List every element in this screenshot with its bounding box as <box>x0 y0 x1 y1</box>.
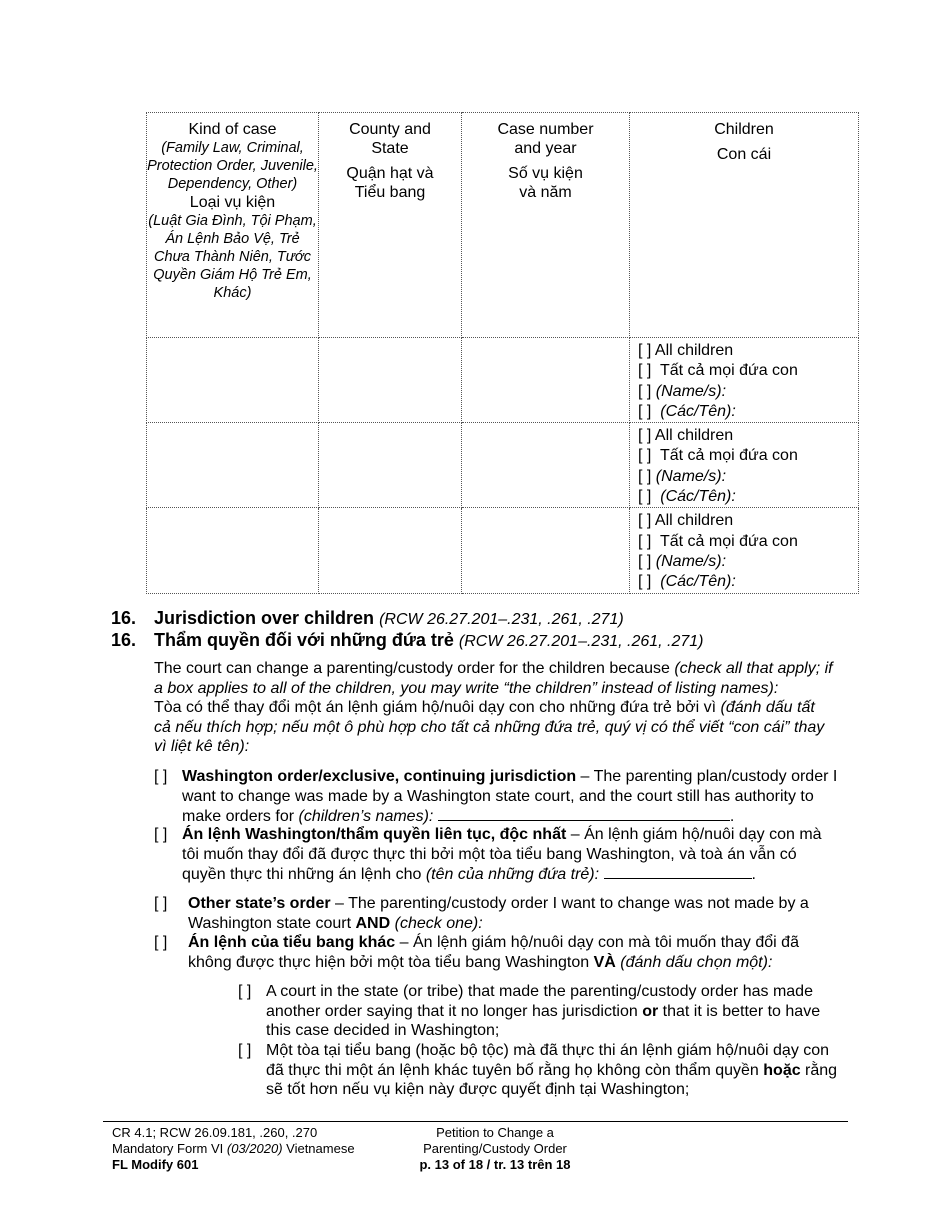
option-text: – The parenting/custody order I want to change was not made by a Washington state court <box>188 895 809 932</box>
option-label: (Name/s): <box>655 552 727 570</box>
form-language: Vietnamese <box>282 1141 355 1156</box>
option-text: – The parenting plan/custody order I want to change was made by a Washington state court, and the court still has authority to make orders for <box>182 768 838 825</box>
kind-of-case-desc-vi: (Luật Gia Đình, Tội Phạm, Án Lệnh Bảo Vệ, Trẻ Chưa Thành Niên, Tước Quyền Giám Hộ Trẻ Em, Khác) <box>148 213 317 301</box>
children-label: Children <box>714 121 774 138</box>
prior-cases-table <box>146 112 859 594</box>
all-children-option-vi[interactable] <box>638 361 858 381</box>
checkbox[interactable]: [ ] <box>638 342 652 359</box>
option-text: A court in the state (or tribe) that made the parenting/custody order has made another order saying that it no longer has jurisdiction <box>266 983 813 1020</box>
intro-text: The court can change a parenting/custody order for the children because <box>154 660 675 677</box>
option-and-vi: VÀ <box>593 953 616 971</box>
footer-form-title-2: Parenting/Custody Order <box>423 1141 567 1156</box>
option-label: All children <box>654 427 734 445</box>
children-cell <box>630 338 859 423</box>
table-header-row <box>147 113 859 338</box>
section-16-title <box>111 607 624 631</box>
county-state-label-vi: Quận hạt và Tiểu bang <box>346 165 434 201</box>
option-text: that it is better to have this case decided in Washington; <box>266 1002 821 1039</box>
intro-instructions: (check all that apply; if a box applies to all of the children, you may write “the children” instead of listing names): <box>154 660 833 697</box>
section-16-title-vi <box>111 629 704 653</box>
intro-instructions-vi: (đánh dấu tất cả nếu thích hợp; nếu một ô phù hợp cho tất cả những đứa trẻ, quý vị có thể viết “con cái” thay vì liệt kê tên): <box>154 699 825 755</box>
checkbox[interactable]: [ ] <box>638 427 652 445</box>
children-cell <box>630 423 859 508</box>
court-declined-checkbox-vi[interactable]: [ ] <box>238 1042 252 1059</box>
section-title-text: Jurisdiction over children <box>154 608 375 628</box>
form-label: Mandatory Form VI <box>112 1141 227 1156</box>
names-option[interactable] <box>638 467 858 487</box>
option-or-vi: hoặc <box>763 1061 801 1079</box>
kind-of-case-cell[interactable] <box>147 423 319 508</box>
county-state-cell[interactable] <box>319 423 462 508</box>
names-option[interactable] <box>638 552 858 572</box>
checkbox[interactable]: [ ] <box>638 402 652 420</box>
all-children-option-vi[interactable] <box>638 532 858 552</box>
checkbox[interactable]: [ ] <box>638 532 652 550</box>
section-number: 16. <box>111 608 137 628</box>
case-number-cell[interactable] <box>462 338 630 423</box>
other-state-option-vi <box>188 933 844 972</box>
option-instruction: (check one): <box>390 914 483 932</box>
option-text-vi: – Án lệnh giám hộ/nuôi dạy con mà tôi muốn thay đổi đã không được thực hiện bởi một tòa tiểu bang Washington <box>188 934 799 971</box>
kind-of-case-label-vi: Loại vụ kiện <box>189 194 276 211</box>
header-kind-of-case <box>147 113 319 338</box>
option-label: Tất cả mọi đứa con <box>659 447 798 465</box>
footer-form-id: FL Modify 601 <box>112 1157 199 1172</box>
table-row <box>147 338 859 423</box>
checkbox[interactable]: [ ] <box>638 552 652 570</box>
footer-form-version <box>112 1141 355 1157</box>
option-text-vi: – Án lệnh giám hộ/nuôi dạy con mà tôi muốn thay đổi đã được thực thi bởi một tòa tiểu bang Washington, và toà án vẫn có quyền thực thi những án lệnh cho <box>182 826 822 883</box>
checkbox[interactable]: [ ] <box>638 382 652 400</box>
footer-page-number: p. 13 of 18 / tr. 13 trên 18 <box>419 1157 571 1172</box>
option-label: All children <box>654 512 734 530</box>
names-option[interactable] <box>638 382 858 402</box>
section-rcw: (RCW 26.27.201–.231, .261, .271) <box>458 633 704 650</box>
option-end: . <box>751 866 756 883</box>
footer-rule-citation: CR 4.1; RCW 26.09.181, .260, .270 <box>112 1125 318 1140</box>
checkbox[interactable]: [ ] <box>638 488 652 506</box>
intro-text-vi: Tòa có thể thay đổi một án lệnh giám hộ/nuôi dạy con cho những đứa trẻ bởi vì <box>154 699 721 716</box>
option-field-label-vi: (tên của những đứa trẻ): <box>425 866 600 883</box>
kind-of-case-cell[interactable] <box>147 338 319 423</box>
all-children-option[interactable] <box>638 511 858 531</box>
option-heading: Other state’s order <box>188 895 331 912</box>
option-label: Tất cả mọi đứa con <box>659 532 798 550</box>
option-label: (Các/Tên): <box>660 488 736 506</box>
children-cell <box>630 508 859 593</box>
checkbox[interactable]: [ ] <box>638 362 652 380</box>
option-label: (Các/Tên): <box>660 573 736 591</box>
names-option-vi[interactable] <box>638 487 858 507</box>
case-number-label: Case number and year <box>497 121 594 157</box>
case-number-label-vi: Số vụ kiện và năm <box>508 165 583 201</box>
footer-divider <box>103 1121 848 1122</box>
option-text-vi: rằng sẽ tốt hơn nếu vụ kiện này được quyết định tại Washington; <box>266 1061 838 1098</box>
all-children-option[interactable] <box>638 341 858 361</box>
section-16-intro-vi <box>154 698 834 757</box>
county-state-cell[interactable] <box>319 338 462 423</box>
footer-left <box>112 1125 355 1173</box>
section-rcw: (RCW 26.27.201–.231, .261, .271) <box>379 611 624 628</box>
option-label: Tất cả mọi đứa con <box>659 362 798 380</box>
kind-of-case-cell[interactable] <box>147 508 319 593</box>
option-label: (Name/s): <box>655 382 727 400</box>
table-row <box>147 423 859 508</box>
option-and: AND <box>355 914 391 932</box>
washington-order-checkbox[interactable]: [ ] <box>154 768 168 785</box>
names-option-vi[interactable] <box>638 402 858 422</box>
section-title-text-vi: Thẩm quyền đối với những đứa trẻ <box>154 630 454 650</box>
children-names-field[interactable] <box>438 806 730 821</box>
section-16-intro <box>154 659 844 698</box>
header-children <box>630 113 859 338</box>
option-end: . <box>729 808 735 825</box>
header-case-number <box>462 113 630 338</box>
form-date: (03/2020) <box>226 1141 283 1156</box>
header-county-state <box>319 113 462 338</box>
court-declined-option-vi <box>266 1041 841 1100</box>
option-label: All children <box>654 342 734 359</box>
children-names-field-vi[interactable] <box>604 864 752 879</box>
option-label: (Name/s): <box>655 467 727 485</box>
checkbox[interactable]: [ ] <box>638 573 652 591</box>
other-state-checkbox[interactable]: [ ] <box>154 895 168 912</box>
all-children-option-vi[interactable] <box>638 446 858 466</box>
washington-order-option <box>182 767 842 827</box>
other-state-checkbox-vi[interactable]: [ ] <box>154 934 168 951</box>
court-declined-checkbox[interactable]: [ ] <box>238 983 252 1000</box>
option-heading-vi: Án lệnh của tiểu bang khác <box>188 934 396 951</box>
checkbox[interactable]: [ ] <box>638 467 652 485</box>
county-state-cell[interactable] <box>319 508 462 593</box>
names-option-vi[interactable] <box>638 572 858 592</box>
table-row <box>147 508 859 593</box>
footer-center <box>412 1125 578 1173</box>
county-state-label: County and State <box>349 121 431 157</box>
other-state-option <box>188 894 844 933</box>
court-declined-option <box>266 982 826 1041</box>
section-number: 16. <box>111 630 137 650</box>
footer-form-title: Petition to Change a <box>436 1125 554 1140</box>
kind-of-case-desc: (Family Law, Criminal, Protection Order, Juvenile, Dependency, Other) <box>147 140 318 192</box>
option-heading-vi: Án lệnh Washington/thẩm quyền liên tục, độc nhất <box>182 826 567 843</box>
checkbox[interactable]: [ ] <box>638 512 652 530</box>
case-number-cell[interactable] <box>462 508 630 593</box>
kind-of-case-label: Kind of case <box>188 121 277 138</box>
washington-order-option-vi <box>182 825 842 885</box>
option-or: or <box>642 1002 659 1020</box>
washington-order-checkbox-vi[interactable]: [ ] <box>154 826 168 843</box>
option-instruction-vi: (đánh dấu chọn một): <box>615 953 773 971</box>
children-label-vi: Con cái <box>716 146 772 163</box>
option-heading: Washington order/exclusive, continuing jurisdiction <box>182 768 577 785</box>
checkbox[interactable]: [ ] <box>638 447 652 465</box>
option-label: (Các/Tên): <box>660 402 736 420</box>
all-children-option[interactable] <box>638 426 858 446</box>
option-text-vi: Một tòa tại tiểu bang (hoặc bộ tộc) mà đã thực thi án lệnh giám hộ/nuôi dạy con đã thực thi một án lệnh khác tuyên bố rằng họ không còn thẩm quyền <box>266 1042 830 1079</box>
case-number-cell[interactable] <box>462 423 630 508</box>
option-field-label: (children’s names): <box>298 808 434 825</box>
